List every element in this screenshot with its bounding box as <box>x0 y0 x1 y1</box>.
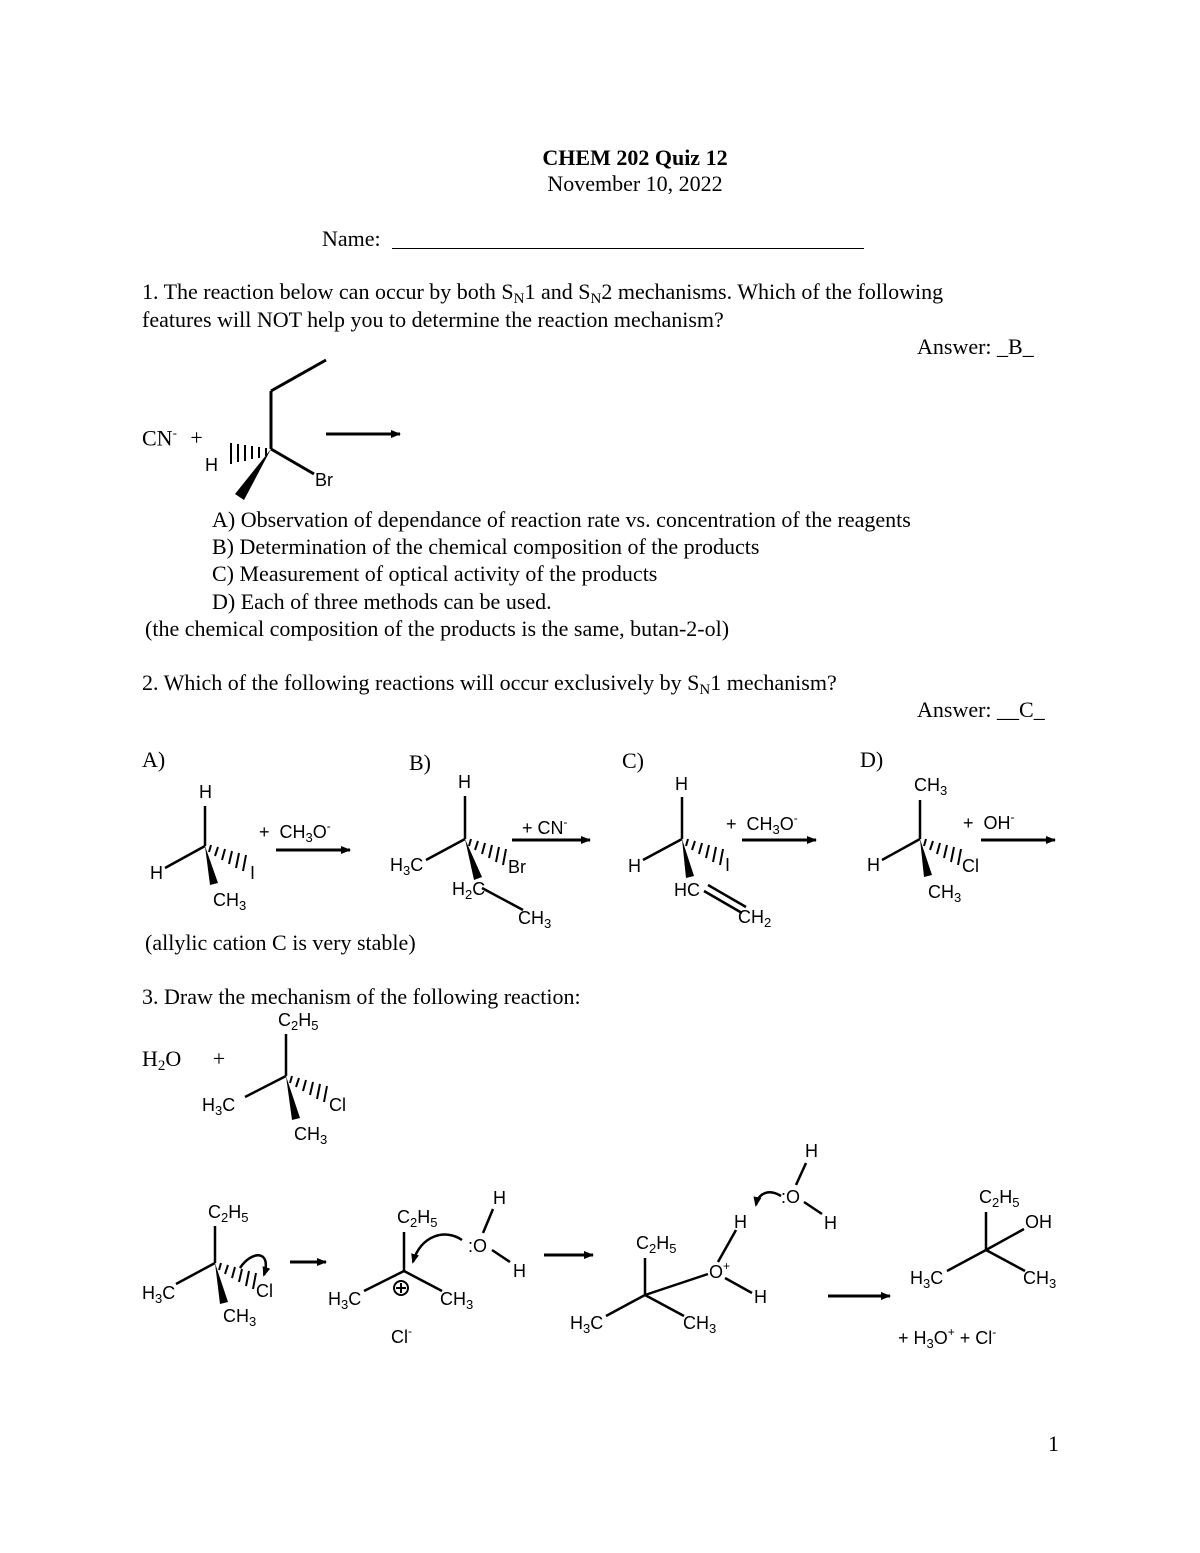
q3-mech-product <box>898 1187 1056 1351</box>
q1-option-d: D) Each of three methods can be used. <box>212 589 552 614</box>
q2d-reagent <box>963 810 1015 833</box>
q1-text-line1: 1. The reaction below can occur by both SN1 and SN2 mechanisms. Which of the following <box>142 279 944 307</box>
q2-label-c: C) <box>622 748 644 773</box>
svg-text:+ CN-: + CN- <box>522 815 568 838</box>
svg-text:H3C: $H_3C$ <box>570 1313 604 1336</box>
svg-text:CH3: $CH_3$ <box>440 1289 474 1312</box>
svg-text:CH3: $CH_3$ <box>914 775 948 798</box>
svg-text:H3C: $H_3C$ <box>910 1268 944 1291</box>
name-label: Name: <box>322 226 381 251</box>
svg-text:CH3: $CH_3$ <box>928 882 962 905</box>
svg-text:H: H <box>754 1287 767 1307</box>
svg-text:Cl: Cl <box>329 1095 346 1115</box>
q1-note: (the chemical composition of the products is the same, butan-2-ol) <box>145 616 730 641</box>
q2d-molecule <box>867 775 979 905</box>
svg-text:CH3: $CH_3$ <box>223 1306 257 1329</box>
svg-text:H3C: $H_3C$ <box>202 1095 236 1118</box>
q3-mech-oxonium <box>570 1141 837 1336</box>
svg-text:I: I <box>725 855 731 875</box>
svg-text:H3C: $H_3C$ <box>142 1283 176 1306</box>
q1-substrate-molecule <box>205 360 333 500</box>
svg-text:CH3: $CH_3$ <box>294 1124 328 1147</box>
q2c-reagent <box>726 811 798 837</box>
svg-text:CH3: $CH_3$ <box>683 1313 717 1336</box>
svg-text:OH: OH <box>1025 1212 1052 1232</box>
svg-text:C2H5: $C_2H_5$ <box>397 1207 438 1230</box>
q3-water: H2O + <box>142 1046 226 1074</box>
q2a-molecule <box>150 782 255 913</box>
svg-text:CH3: $CH_3$ <box>1023 1268 1057 1291</box>
svg-text:Cl-: Cl- <box>391 1324 412 1347</box>
quiz-date: November 10, 2022 <box>547 171 723 196</box>
svg-text:O+: O+ <box>709 1259 731 1282</box>
svg-text:H: H <box>824 1213 837 1233</box>
svg-text:C2H5: $C_2H_5$ <box>278 1010 319 1033</box>
q2b-reagent <box>522 815 568 838</box>
svg-text:H: H <box>628 856 641 876</box>
q1-reagent: CN- + <box>142 425 203 451</box>
q2c-molecule <box>628 774 771 930</box>
svg-text:H: H <box>150 863 163 883</box>
svg-text:H2C: $H_2C$ <box>452 879 486 902</box>
q3-mech-carbocation <box>328 1188 526 1347</box>
svg-text:H3C: $H_3C$ <box>328 1289 362 1312</box>
q1-answer: Answer: _B_ <box>917 334 1034 359</box>
svg-text:Cl: Cl <box>962 856 979 876</box>
q2-question: 2. Which of the following reactions will occur exclusively by SN1 mechanism? <box>142 670 837 698</box>
q2-label-b: B) <box>409 750 431 775</box>
svg-text::O: :O <box>781 1187 801 1207</box>
svg-text:Cl: Cl <box>256 1281 273 1301</box>
q1-option-c: C) Measurement of optical activity of the products <box>212 561 658 586</box>
svg-text:Br: Br <box>315 470 333 490</box>
svg-text:C2H5: $C_2H_5$ <box>636 1233 677 1256</box>
svg-text:H: H <box>867 855 880 875</box>
svg-text:I: I <box>250 863 256 883</box>
page-number: 1 <box>1048 1431 1059 1456</box>
q2-label-d: D) <box>860 747 884 772</box>
svg-text:Br: Br <box>508 857 526 877</box>
q1-option-b: B) Determination of the chemical composition of the products <box>212 534 760 559</box>
q2-note: (allylic cation C is very stable) <box>145 930 416 955</box>
svg-text:H: H <box>493 1188 506 1208</box>
quiz-title: CHEM 202 Quiz 12 <box>542 145 728 170</box>
svg-text:H: H <box>458 772 471 792</box>
svg-text:H: H <box>513 1261 526 1281</box>
q2b-molecule <box>390 772 551 931</box>
svg-text:H: H <box>734 1212 747 1232</box>
svg-text:+ OH-: + OH- <box>963 810 1015 833</box>
svg-text:C2H5: $C_2H_5$ <box>979 1187 1020 1210</box>
svg-text:H: H <box>205 455 218 475</box>
svg-text:CH3: $CH_3$ <box>518 908 552 931</box>
svg-text:+ CH3O-: + $CH_3O^-$ <box>726 811 798 837</box>
q3-question: 3. Draw the mechanism of the following reaction: <box>142 984 581 1009</box>
svg-text:H: H <box>199 782 212 802</box>
svg-text:+ CH3O-: + $CH_3O^-$ <box>259 819 331 845</box>
q2-answer: Answer: __C_ <box>917 697 1045 722</box>
svg-text:+ H3O+ + Cl-: + $H_3O^+ + Cl^-$ <box>898 1325 997 1351</box>
q2a-reagent <box>259 819 331 845</box>
svg-text:H: H <box>805 1141 818 1161</box>
svg-text:H: H <box>675 774 688 794</box>
svg-text:C2H5: $C_2H_5$ <box>208 1202 249 1225</box>
svg-text:H3C: $H_3C$ <box>390 855 424 878</box>
q1-option-a: A) Observation of dependance of reaction rate vs. concentration of the reagents <box>212 507 911 532</box>
svg-text::O: :O <box>468 1236 488 1256</box>
svg-text:CH3: $CH_3$ <box>213 890 247 913</box>
q3-substrate-molecule <box>202 1010 346 1147</box>
svg-text:CH2: $CH_2$ <box>738 907 772 930</box>
q2-label-a: A) <box>142 747 166 772</box>
q3-mech-step1-molecule <box>142 1202 273 1329</box>
svg-text:HC: HC <box>674 880 700 900</box>
q1-text-line2: features will NOT help you to determine the reaction mechanism? <box>142 307 724 332</box>
